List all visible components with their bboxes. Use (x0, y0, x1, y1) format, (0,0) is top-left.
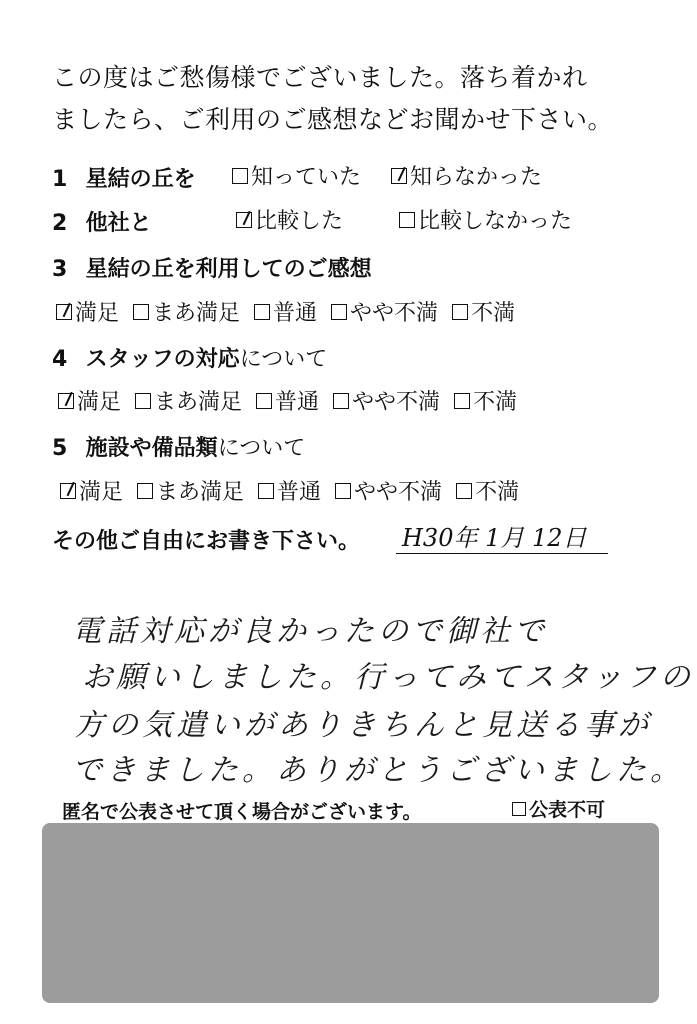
checkbox[interactable] (335, 483, 351, 499)
handwritten-date: H30年 1月 12日 (396, 518, 608, 554)
option-label: やや不満 (352, 390, 441, 415)
opt-out-checkbox[interactable] (512, 802, 526, 816)
checkbox[interactable] (133, 304, 149, 320)
option-label: 知っていた (251, 165, 362, 190)
checkbox[interactable] (399, 212, 415, 228)
option[interactable] (254, 296, 317, 327)
question-3 (52, 252, 372, 283)
option-label: 満足 (75, 301, 120, 326)
handwritten-line-3: 方の気遣いがありきちんと見送る事が (74, 708, 652, 743)
question-5 (52, 431, 305, 462)
option[interactable] (331, 296, 438, 327)
checkbox[interactable] (256, 393, 272, 409)
option[interactable] (256, 385, 319, 416)
question-1 (52, 162, 196, 193)
option[interactable] (60, 475, 123, 506)
question-4 (52, 342, 327, 373)
handwritten-line-2: お願いしました。行ってみてスタッフの (82, 660, 694, 695)
publication-notice: 匿名で公表させて頂く場合がございます。 (62, 801, 422, 823)
option-label: 不満 (475, 480, 520, 505)
option[interactable] (258, 475, 321, 506)
question-5-options (60, 475, 519, 506)
option-label: 比較しなかった (418, 209, 573, 234)
question-number: 2 (52, 211, 68, 236)
option-label: 普通 (273, 301, 318, 326)
option[interactable] (335, 475, 442, 506)
checkbox[interactable] (232, 168, 248, 184)
checkbox[interactable] (454, 393, 470, 409)
option-label: 不満 (471, 301, 516, 326)
question-label: 星結の丘を利用してのご感想 (85, 257, 372, 282)
handwritten-line-1: 電話対応が良かったので御社で (72, 614, 548, 649)
free-comment-prompt: その他ご自由にお書き下さい。 (52, 529, 361, 554)
question-1-options (232, 160, 542, 191)
question-label: 星結の丘を (85, 167, 196, 192)
intro-line-1: この度はご愁傷様でございました。落ち着かれ (52, 63, 588, 92)
checkbox[interactable] (456, 483, 472, 499)
question-number: 3 (52, 257, 68, 282)
option-label: 不満 (473, 390, 518, 415)
question-label: 施設や備品類 (85, 436, 218, 461)
redacted-area (42, 823, 659, 1003)
option-label: 知らなかった (410, 165, 543, 190)
checkbox[interactable] (254, 304, 270, 320)
question-3-options (56, 296, 515, 327)
checkbox-checked[interactable] (56, 304, 72, 320)
option[interactable] (232, 160, 361, 191)
intro-line-2: ましたら、ご利用のご感想などお聞かせ下さい。 (52, 105, 614, 134)
question-2 (52, 206, 152, 237)
option-label: やや不満 (350, 301, 439, 326)
checkbox[interactable] (452, 304, 468, 320)
handwritten-line-4: できました。ありがとうございました。 (72, 753, 684, 788)
checkbox[interactable] (137, 483, 153, 499)
option-label: 満足 (79, 480, 124, 505)
question-4-options (58, 385, 517, 416)
option-label: まあ満足 (156, 480, 245, 505)
checkbox[interactable] (135, 393, 151, 409)
question-label-suffix: について (239, 347, 328, 372)
option-label: 普通 (275, 390, 320, 415)
option[interactable] (135, 385, 242, 416)
option[interactable] (456, 475, 519, 506)
option[interactable] (391, 160, 542, 191)
opt-out-label: 公表不可 (529, 799, 606, 821)
option[interactable] (133, 296, 240, 327)
option-label: 満足 (77, 390, 122, 415)
checkbox[interactable] (333, 393, 349, 409)
question-label: スタッフの対応 (85, 347, 240, 372)
checkbox-checked[interactable] (236, 212, 252, 228)
option[interactable] (56, 296, 119, 327)
option[interactable] (137, 475, 244, 506)
question-label-suffix: について (217, 436, 306, 461)
option[interactable] (454, 385, 517, 416)
checkbox[interactable] (331, 304, 347, 320)
option-label: まあ満足 (152, 301, 241, 326)
option-label: 普通 (277, 480, 322, 505)
option-label: やや不満 (354, 480, 443, 505)
checkbox-checked[interactable] (58, 393, 74, 409)
question-2-options (236, 204, 572, 235)
option-label: 比較した (255, 209, 344, 234)
question-number: 1 (52, 167, 68, 192)
option[interactable] (58, 385, 121, 416)
question-label: 他社と (85, 211, 152, 236)
option[interactable] (399, 204, 572, 235)
option[interactable] (452, 296, 515, 327)
option[interactable] (333, 385, 440, 416)
question-number: 4 (52, 347, 68, 372)
checkbox-checked[interactable] (60, 483, 76, 499)
opt-out-option[interactable] (512, 795, 605, 822)
question-number: 5 (52, 436, 68, 461)
option[interactable] (236, 204, 343, 235)
checkbox-checked[interactable] (391, 168, 407, 184)
checkbox[interactable] (258, 483, 274, 499)
option-label: まあ満足 (154, 390, 243, 415)
